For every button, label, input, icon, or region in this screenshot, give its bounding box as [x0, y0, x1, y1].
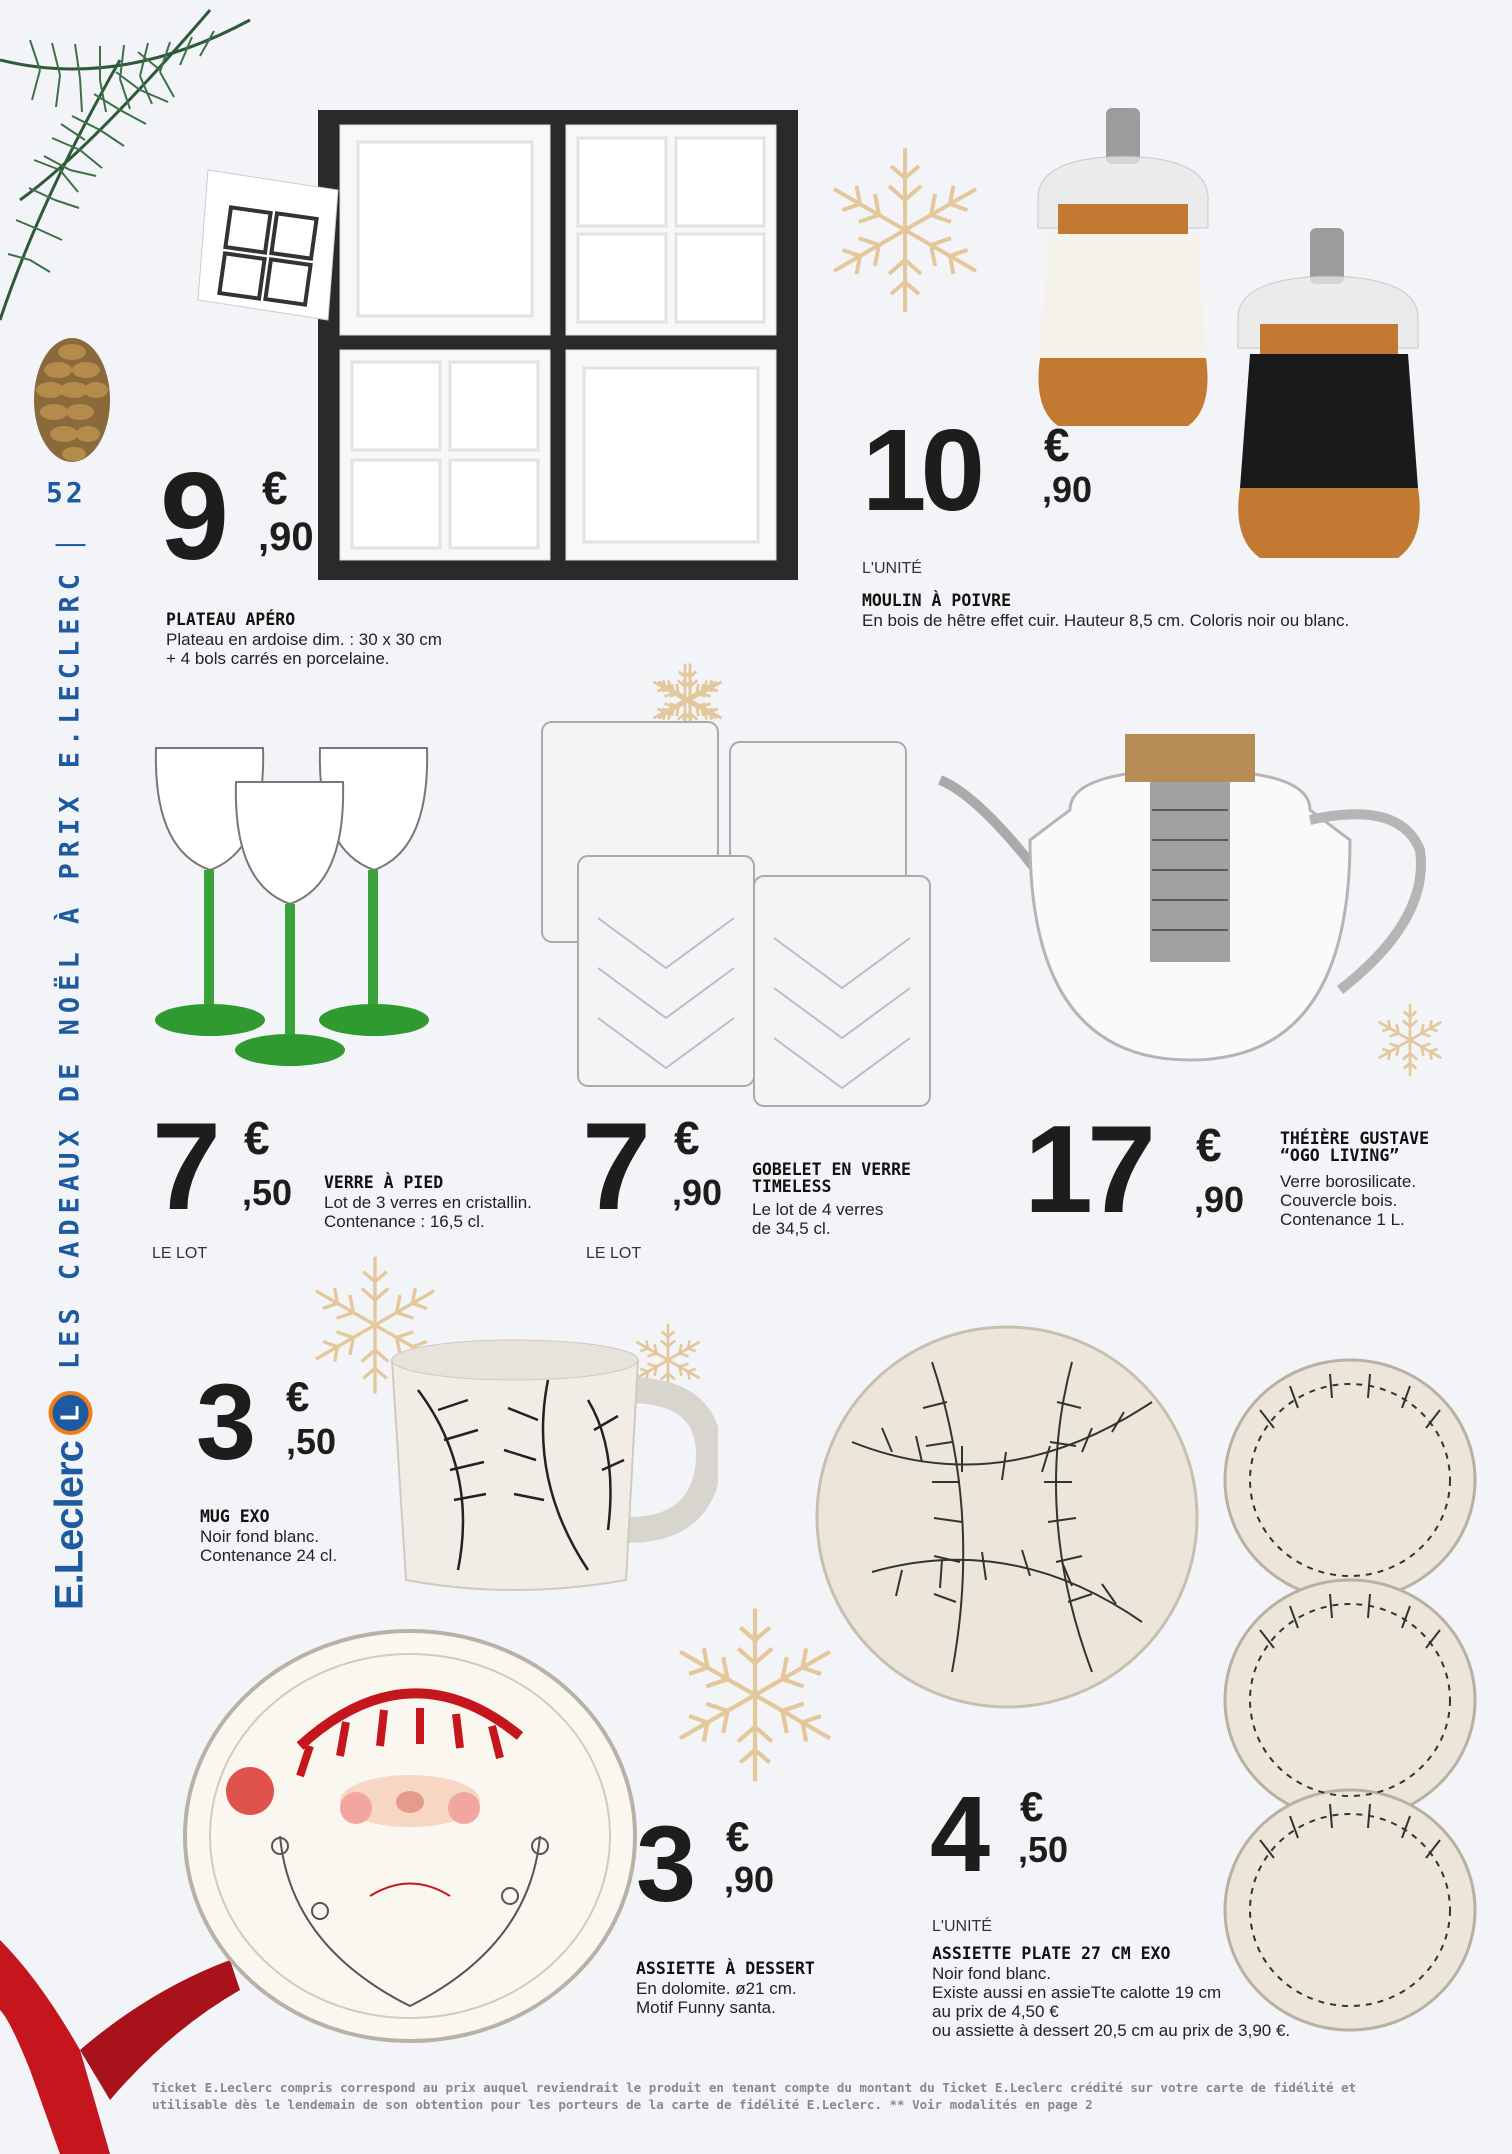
section-title: LES CADEAUX DE NOËL À PRIX E.LECLERC	[54, 567, 86, 1370]
product-name: MUG EXO	[200, 1507, 270, 1526]
slate-tray-image	[318, 110, 798, 580]
product-description	[932, 1964, 1290, 2040]
footnote-line: utilisable dès le lendemain de son obtention pour les porteurs de la carte de fidélité E.Leclerc. ** Voir modalités en page 2	[152, 2096, 1093, 2112]
price-unit: LE LOT	[586, 1245, 642, 1262]
price-currency: €	[1196, 1119, 1222, 1171]
price-decimal: ,50	[242, 1172, 293, 1213]
desc-line: Le lot de 4 verres	[752, 1200, 884, 1219]
tumblers-image	[538, 718, 938, 1108]
price-currency: €	[674, 1112, 700, 1164]
price-decimal: ,90	[1042, 469, 1093, 510]
desc-line: Lot de 3 verres en cristallin.	[324, 1193, 532, 1212]
price-currency: €	[1044, 419, 1070, 471]
footnote-line: Ticket E.Leclerc compris correspond au prix auquel reviendrait le produit en tenant compte du montant du Ticket E.Leclerc crédité sur votre carte de fidélité et	[152, 2080, 1357, 2095]
desc-line: Contenance 24 cl.	[200, 1546, 338, 1566]
price-integer: 17	[1024, 1101, 1150, 1239]
brand-logo[interactable]	[48, 1391, 93, 1610]
desc-line: Couvercle bois.	[1280, 1191, 1398, 1211]
product-name: MOULIN À POIVRE	[862, 591, 1012, 610]
price-unit: L'UNITÉ	[862, 560, 922, 577]
price-unit: L'UNITÉ	[932, 1918, 992, 1935]
product-description	[200, 1527, 337, 1565]
divider	[55, 544, 85, 546]
price-integer: 7	[152, 1098, 215, 1236]
price-decimal: ,90	[1194, 1179, 1245, 1220]
teapot-image	[930, 730, 1470, 1070]
name-line: THÉIÈRE GUSTAVE	[1280, 1129, 1430, 1148]
desc-line: au prix de 4,50 €	[932, 2002, 1059, 2022]
leaf-plate-large-image	[812, 1322, 1202, 1712]
product-description	[636, 1979, 797, 2017]
desc-line: de 34,5 cl.	[752, 1219, 831, 1239]
desc-line: Motif Funny santa.	[636, 1998, 776, 2018]
price-currency: €	[244, 1112, 270, 1164]
pepper-mill-white-image	[1018, 108, 1228, 438]
wine-glasses-image	[148, 740, 448, 1080]
price-decimal: ,50	[1018, 1829, 1069, 1870]
desc-line: Verre borosilicate.	[1280, 1172, 1417, 1191]
pepper-mill-black-image	[1218, 228, 1440, 568]
desc-line: Existe aussi en assieTte calotte 19 cm	[932, 1983, 1222, 2003]
side-band	[0, 0, 140, 2154]
logo-mark-icon: L	[48, 1391, 92, 1435]
product-description	[166, 630, 442, 668]
name-line: GOBELET EN VERRE	[752, 1160, 911, 1179]
product-name: VERRE À PIED	[324, 1173, 444, 1192]
name-line: “OGO LIVING”	[1280, 1146, 1400, 1166]
logo-text: E.Leclerc	[47, 1441, 92, 1611]
price-currency: €	[286, 1373, 310, 1420]
price-integer: 9	[160, 448, 223, 586]
page-number: 52	[46, 476, 86, 509]
product-name: PLATEAU APÉRO	[166, 610, 296, 629]
price-decimal: ,90	[258, 515, 314, 559]
price-integer: 7	[582, 1098, 645, 1236]
price-integer: 3	[636, 1803, 691, 1924]
price-integer: 4	[930, 1773, 985, 1894]
price-integer: 10	[862, 405, 980, 535]
snowflake-icon	[815, 140, 995, 320]
mug-image	[388, 1330, 718, 1600]
leaf-plates-stack-image	[1220, 1350, 1480, 2040]
desc-line: En dolomite. ø21 cm.	[636, 1979, 797, 1998]
product-name	[1280, 1130, 1429, 1165]
product-name	[752, 1161, 911, 1196]
price-integer: 3	[196, 1361, 251, 1482]
desc-line: Contenance 1 L.	[1280, 1210, 1405, 1230]
price-currency: €	[262, 462, 288, 514]
product-description	[1280, 1172, 1416, 1229]
desc-line: Noir fond blanc.	[200, 1527, 320, 1546]
price-decimal: ,50	[286, 1421, 337, 1462]
price-unit: LE LOT	[152, 1245, 208, 1262]
price-decimal: ,90	[724, 1859, 775, 1900]
legal-footnote	[152, 2080, 1412, 2114]
product-name: ASSIETTE À DESSERT	[636, 1959, 815, 1978]
packaging-box-image	[188, 160, 348, 330]
product-name: ASSIETTE PLATE 27 CM EXO	[932, 1944, 1171, 1963]
desc-line: Noir fond blanc.	[932, 1964, 1052, 1983]
name-line: TIMELESS	[752, 1177, 832, 1197]
product-description	[324, 1193, 532, 1231]
price-decimal: ,90	[672, 1172, 723, 1213]
desc-line: Plateau en ardoise dim. : 30 x 30 cm	[166, 630, 442, 649]
santa-plate-image	[180, 1626, 640, 2046]
desc-line: + 4 bols carrés en porcelaine.	[166, 649, 390, 669]
product-description	[752, 1200, 883, 1238]
desc-line: Contenance : 16,5 cl.	[324, 1212, 485, 1232]
product-description: En bois de hêtre effet cuir. Hauteur 8,5 cm. Coloris noir ou blanc.	[862, 611, 1350, 630]
desc-line: ou assiette à dessert 20,5 cm au prix de 3,90 €.	[932, 2021, 1291, 2041]
price-currency: €	[726, 1813, 750, 1860]
side-title-group	[48, 544, 93, 1610]
price-currency: €	[1020, 1783, 1044, 1830]
